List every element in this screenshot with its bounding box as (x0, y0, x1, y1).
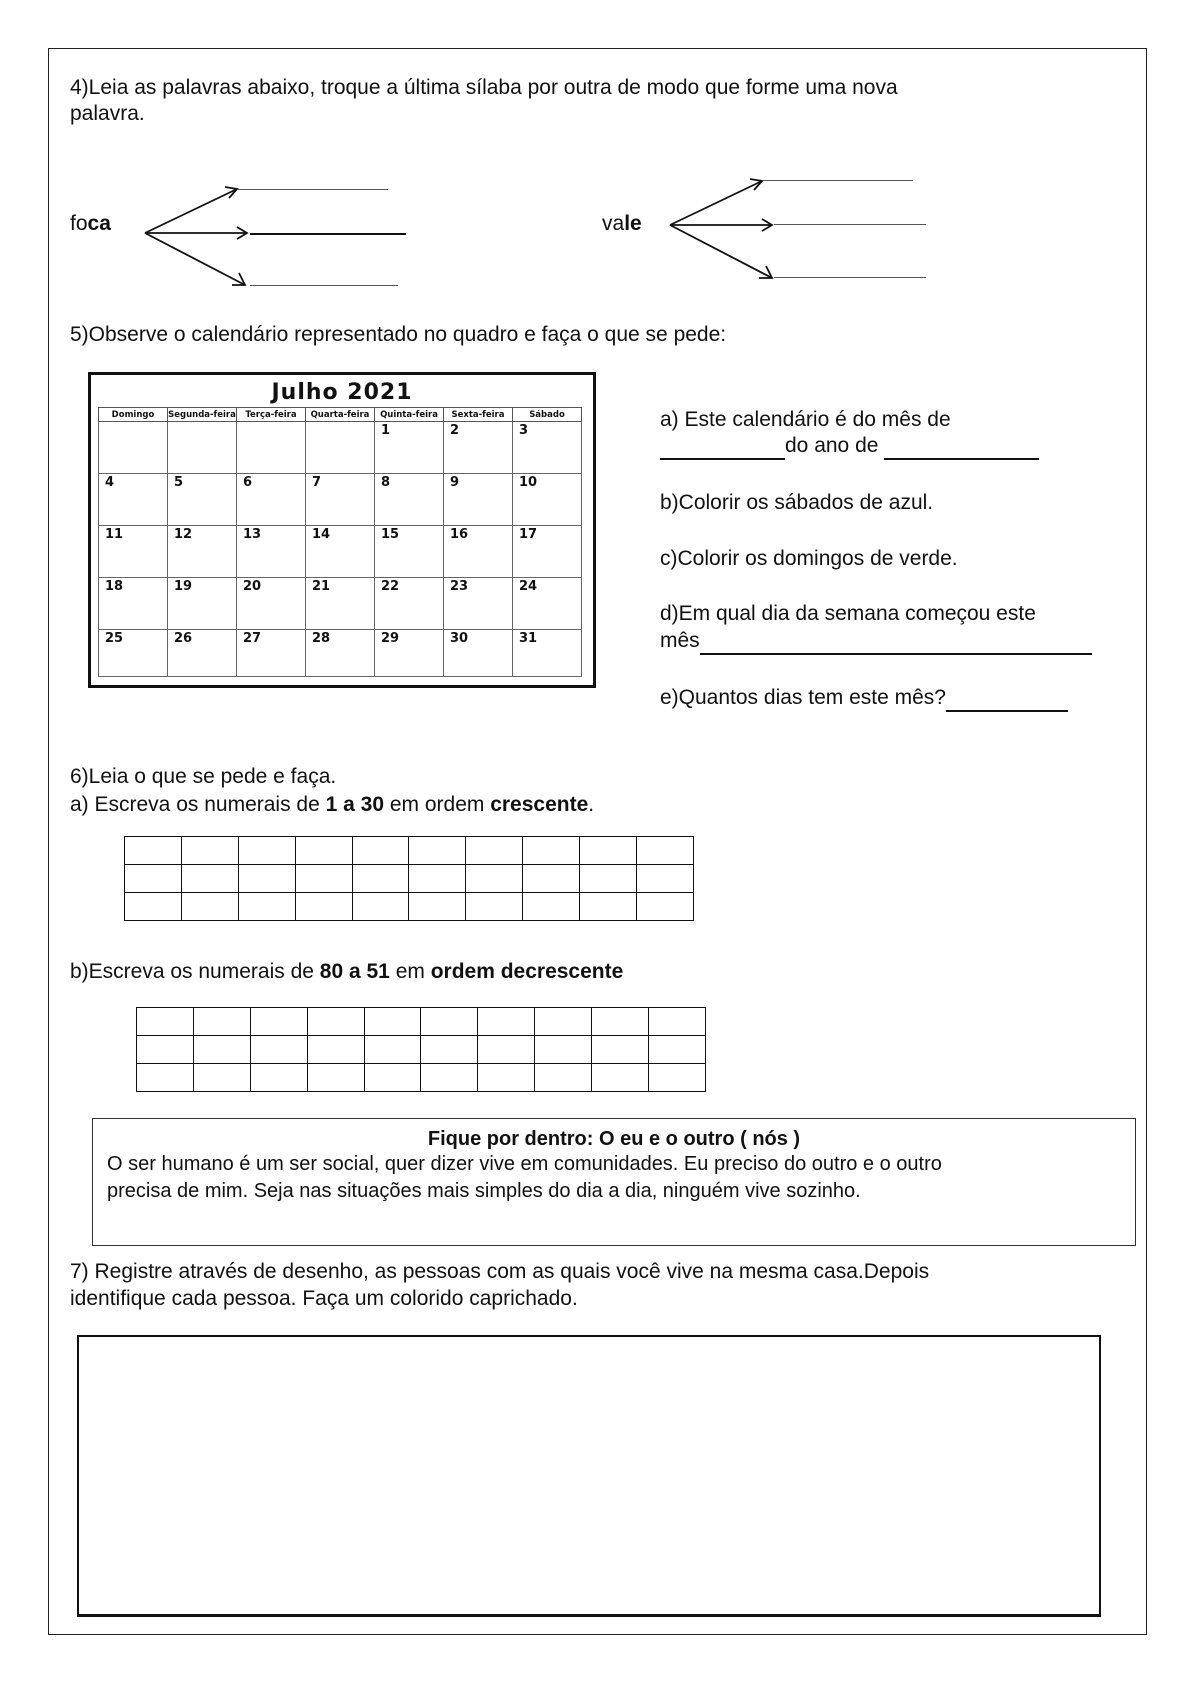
day-cell (99, 422, 168, 474)
calendar-week (99, 578, 582, 630)
day-cell (168, 422, 237, 474)
q6-prompt: 6)Leia o que se pede e faça. (70, 765, 337, 788)
grid-cell[interactable] (295, 837, 352, 865)
grid-cell[interactable] (592, 1008, 649, 1036)
grid-cell[interactable] (307, 1008, 364, 1036)
grid-cell[interactable] (421, 1064, 478, 1092)
answer-line-foca-2[interactable] (250, 233, 406, 235)
day-cell: 15 (375, 526, 444, 578)
calendar-week (99, 474, 582, 526)
weekday-header: Terça-feira (237, 408, 306, 422)
grid-cell[interactable] (535, 1008, 592, 1036)
grid-cell[interactable] (523, 893, 580, 921)
grid-cell[interactable] (523, 837, 580, 865)
calendar (88, 372, 596, 688)
day-cell: 29 (375, 630, 444, 677)
grid-cell[interactable] (181, 837, 238, 865)
grid-cell[interactable] (421, 1008, 478, 1036)
grid-cell[interactable] (137, 1064, 194, 1092)
weekday-header: Sábado (513, 408, 582, 422)
grid-cell[interactable] (409, 893, 466, 921)
weekday-header: Quinta-feira (375, 408, 444, 422)
calendar-title: Julho 2021 (271, 380, 413, 405)
word-stem: va (602, 212, 625, 235)
q4-prompt-line1: 4)Leia as palavras abaixo, troque a última sílaba por outra de modo que forme uma nova (70, 76, 898, 99)
grid-cell[interactable] (137, 1008, 194, 1036)
grid-cell[interactable] (238, 837, 295, 865)
calendar-week (99, 422, 582, 474)
answer-line-vale-2[interactable] (774, 224, 926, 225)
q5-item-e-label: e)Quantos dias tem este mês? (660, 686, 946, 709)
q5-item-e (660, 684, 1068, 712)
grid-cell[interactable] (238, 865, 295, 893)
q5-item-d-line1: d)Em qual dia da semana começou este (660, 602, 1036, 625)
grid-cell[interactable] (352, 893, 409, 921)
day-cell: 13 (237, 526, 306, 578)
grid-cell[interactable] (580, 893, 637, 921)
day-cell: 23 (444, 578, 513, 630)
grid-cell[interactable] (307, 1064, 364, 1092)
day-cell: 7 (306, 474, 375, 526)
text: em (389, 960, 431, 983)
q6-item-a (70, 791, 594, 819)
day-cell: 20 (237, 578, 306, 630)
grid-cell[interactable] (250, 1008, 307, 1036)
answer-line-vale-1[interactable] (763, 180, 913, 181)
day-cell: 5 (168, 474, 237, 526)
word-vale (602, 212, 642, 236)
weekday-header: Domingo (99, 408, 168, 422)
grid-cell[interactable] (137, 1036, 194, 1064)
grid-cell[interactable] (478, 1064, 535, 1092)
day-cell: 27 (237, 630, 306, 677)
grid-cell[interactable] (352, 865, 409, 893)
grid-cell[interactable] (421, 1036, 478, 1064)
day-cell: 3 (513, 422, 582, 474)
day-cell: 1 (375, 422, 444, 474)
weekday-header: Sexta-feira (444, 408, 513, 422)
day-cell: 12 (168, 526, 237, 578)
q5-item-a-line1: a) Este calendário é do mês de (660, 408, 951, 431)
day-cell: 26 (168, 630, 237, 677)
grid-cell[interactable] (364, 1064, 421, 1092)
answer-blank-weekday[interactable] (700, 631, 1092, 655)
word-syllable: ca (87, 212, 111, 235)
q5-item-a-line2 (660, 432, 1039, 460)
grid-cell[interactable] (352, 837, 409, 865)
grid-cell[interactable] (250, 1036, 307, 1064)
calendar-week (99, 526, 582, 578)
number-grid-ascending (124, 836, 694, 921)
day-cell: 18 (99, 578, 168, 630)
q5-item-d-label: mês (660, 629, 700, 652)
grid-cell[interactable] (409, 837, 466, 865)
grid-cell[interactable] (649, 1064, 706, 1092)
day-cell: 24 (513, 578, 582, 630)
day-cell: 10 (513, 474, 582, 526)
day-cell: 22 (375, 578, 444, 630)
number-grid-descending (136, 1007, 706, 1092)
grid-cell[interactable] (466, 865, 523, 893)
info-box-title: Fique por dentro: O eu e o outro ( nós ) (427, 1128, 801, 1150)
grid-cell[interactable] (535, 1036, 592, 1064)
grid-cell[interactable] (250, 1064, 307, 1092)
day-cell: 28 (306, 630, 375, 677)
day-cell: 16 (444, 526, 513, 578)
day-cell: 17 (513, 526, 582, 578)
text: em ordem (384, 793, 491, 816)
arrows-vale-icon (670, 178, 780, 283)
calendar-grid (98, 407, 582, 677)
grid-cell[interactable] (181, 865, 238, 893)
grid-cell[interactable] (523, 865, 580, 893)
grid-cell[interactable] (592, 1036, 649, 1064)
info-box-line: O ser humano é um ser social, quer dizer vive em comunidades. Eu preciso do outro e o outro (107, 1153, 942, 1175)
grid-cell[interactable] (478, 1008, 535, 1036)
day-cell: 30 (444, 630, 513, 677)
grid-cell[interactable] (649, 1008, 706, 1036)
grid-cell[interactable] (637, 865, 694, 893)
q7-prompt-line2: identifique cada pessoa. Faça um colorido caprichado. (70, 1287, 578, 1310)
text: a) Escreva os numerais de (70, 793, 326, 816)
answer-line-foca-3[interactable] (250, 285, 398, 286)
info-box-line: precisa de mim. Seja nas situações mais simples do dia a dia, ninguém vive sozinho. (107, 1180, 861, 1202)
day-cell: 2 (444, 422, 513, 474)
grid-cell[interactable] (649, 1036, 706, 1064)
word-foca (70, 212, 111, 236)
day-cell: 19 (168, 578, 237, 630)
grid-cell[interactable] (238, 893, 295, 921)
weekday-header: Segunda-feira (168, 409, 236, 420)
q4-prompt-line2: palavra. (70, 102, 145, 125)
day-cell: 25 (99, 630, 168, 677)
bold-text: ordem decrescente (430, 960, 624, 983)
bold-text: 80 a 51 (319, 960, 390, 983)
grid-cell[interactable] (535, 1064, 592, 1092)
grid-cell[interactable] (307, 1036, 364, 1064)
grid-cell[interactable] (125, 893, 182, 921)
answer-blank-year[interactable] (884, 436, 1039, 460)
grid-cell[interactable] (592, 1064, 649, 1092)
day-cell (306, 422, 375, 474)
day-cell (237, 422, 306, 474)
grid-cell[interactable] (295, 893, 352, 921)
day-cell: 8 (375, 474, 444, 526)
grid-cell[interactable] (181, 893, 238, 921)
grid-cell[interactable] (580, 865, 637, 893)
day-cell: 21 (306, 578, 375, 630)
day-cell: 31 (513, 630, 582, 677)
grid-cell[interactable] (466, 893, 523, 921)
info-box-body (107, 1151, 942, 1205)
word-syllable: le (624, 212, 642, 235)
q6-item-b (70, 958, 623, 986)
bold-text: crescente (490, 793, 589, 816)
q5-item-d-line2 (660, 627, 1092, 655)
drawing-area[interactable] (77, 1335, 1101, 1617)
answer-line-vale-3[interactable] (774, 277, 926, 278)
day-cell: 14 (306, 526, 375, 578)
grid-cell[interactable] (364, 1036, 421, 1064)
grid-cell[interactable] (409, 865, 466, 893)
grid-cell[interactable] (193, 1008, 250, 1036)
grid-cell[interactable] (193, 1064, 250, 1092)
grid-cell[interactable] (580, 837, 637, 865)
grid-cell[interactable] (466, 837, 523, 865)
answer-blank-month[interactable] (660, 436, 785, 460)
grid-cell[interactable] (637, 893, 694, 921)
grid-cell[interactable] (637, 837, 694, 865)
grid-cell[interactable] (193, 1036, 250, 1064)
day-cell: 4 (99, 474, 168, 526)
weekday-header: Quarta-feira (306, 408, 375, 422)
word-stem: fo (70, 212, 88, 235)
day-cell: 6 (237, 474, 306, 526)
answer-blank-days[interactable] (946, 688, 1068, 712)
q5-prompt: 5)Observe o calendário representado no quadro e faça o que se pede: (70, 323, 727, 346)
q5-item-b: b)Colorir os sábados de azul. (660, 491, 934, 514)
grid-cell[interactable] (478, 1036, 535, 1064)
answer-line-foca-1[interactable] (238, 189, 388, 190)
info-box (92, 1118, 1136, 1246)
grid-cell[interactable] (125, 837, 182, 865)
bold-text: 1 a 30 (325, 793, 384, 816)
q5-item-c: c)Colorir os domingos de verde. (660, 547, 958, 570)
text: b)Escreva os numerais de (70, 960, 320, 983)
text: . (588, 793, 595, 816)
q5-item-a-mid: do ano de (785, 434, 879, 457)
day-cell: 11 (99, 526, 168, 578)
day-cell: 9 (444, 474, 513, 526)
q7-prompt-line1: 7) Registre através de desenho, as pessoas com as quais você vive na mesma casa.Depois (70, 1260, 930, 1283)
grid-cell[interactable] (295, 865, 352, 893)
grid-cell[interactable] (125, 865, 182, 893)
arrows-foca-icon (145, 185, 255, 290)
grid-cell[interactable] (364, 1008, 421, 1036)
calendar-week (99, 630, 582, 677)
